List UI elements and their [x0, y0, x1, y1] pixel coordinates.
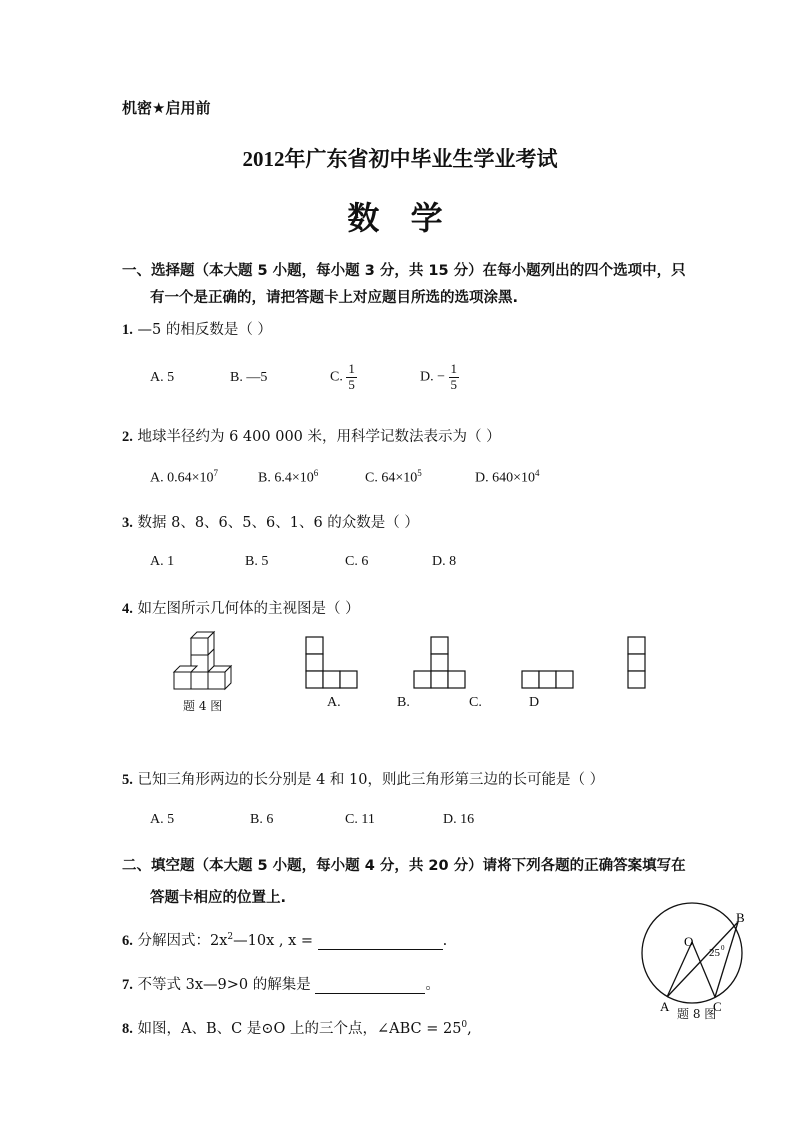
question-text: 分解因式：2x [132, 933, 228, 949]
question-5 [122, 768, 604, 789]
exponent: 5 [417, 468, 422, 478]
question-text: 已知三角形两边的长分别是 4 和 10，则此三角形第三边的长可能是（ ） [132, 772, 605, 788]
degree-mark: 0 [461, 1020, 468, 1031]
question-4 [122, 597, 360, 618]
q3-option-d: D. 8 [432, 554, 457, 569]
q8-figure-caption: 题 8 图 [677, 1007, 717, 1021]
question-3 [122, 511, 419, 532]
q1-option-c [330, 362, 357, 393]
q2-option-d [475, 468, 540, 487]
angle-degree-mark: 0 [721, 944, 725, 952]
q4-figure-caption: 题 4 图 [183, 699, 223, 713]
question-number: 1. [122, 322, 133, 338]
q3-option-c: C. 6 [345, 554, 369, 569]
q4-option-c: C. [469, 695, 482, 710]
numerator: 1 [348, 361, 355, 376]
question-6 [122, 929, 447, 950]
question-text-suffix: —10x , x = [233, 933, 314, 949]
segment-ao [667, 942, 692, 997]
question-number: 3. [122, 515, 133, 531]
segment-ab [667, 922, 738, 997]
exam-title: 2012年广东省初中毕业生学业考试 [242, 147, 558, 171]
q5-option-d: D. 16 [443, 812, 475, 827]
section2-heading-line1: 二、填空题（本大题 5 小题，每小题 4 分，共 20 分）请将下列各题的正确答案填写在 [122, 858, 686, 874]
denominator: 5 [450, 376, 458, 392]
q5-option-c: C. 11 [345, 812, 375, 827]
circle-o [642, 903, 742, 1003]
answer-blank[interactable] [315, 979, 425, 994]
question-number: 4. [122, 601, 133, 617]
question-text: 数据 8、8、6、5、6、1、6 的众数是（ ） [132, 515, 419, 531]
q4-view-a [305, 636, 360, 691]
cube-front-face [174, 672, 191, 689]
option-text: A. 0.64×10 [150, 470, 214, 486]
section1-heading-line1: 一、选择题（本大题 5 小题，每小题 3 分，共 15 分）在每小题列出的四个选项中，只 [122, 263, 686, 279]
q1-option-b: B. —5 [230, 370, 268, 385]
exponent: 4 [535, 468, 540, 478]
question-end: , [467, 1021, 472, 1037]
q5-option-a: A. 5 [150, 812, 175, 827]
q1-option-a: A. 5 [150, 370, 175, 385]
subject-title: 数 学 [347, 199, 453, 237]
cube-front-face [191, 638, 208, 655]
cube-front-face [208, 672, 225, 689]
q4-view-d [627, 636, 648, 691]
question-end: . [442, 933, 448, 949]
point-b-label: B [736, 910, 745, 925]
question-text: 不等式 3x—9>0 的解集是 [132, 977, 311, 993]
point-a-label: A [660, 999, 670, 1014]
option-text: C. 64×10 [365, 470, 418, 486]
option-prefix: C. [330, 369, 343, 385]
fraction [346, 362, 357, 393]
point-c-label: C [713, 999, 722, 1014]
q2-option-a [150, 468, 218, 487]
point-o-label: O [684, 934, 694, 949]
question-number: 6. [122, 933, 133, 949]
question-2 [122, 425, 501, 446]
q3-option-a: A. 1 [150, 554, 175, 569]
confidential-label: 机密★启用前 [122, 99, 211, 117]
q3-option-b: B. 5 [245, 554, 269, 569]
question-number: 2. [122, 429, 133, 445]
question-number: 8. [122, 1021, 133, 1037]
question-number: 5. [122, 772, 133, 788]
angle-label: 25 [709, 947, 720, 959]
question-8 [122, 1017, 472, 1038]
cube-front-face [191, 672, 208, 689]
option-text: B. 6.4×10 [258, 470, 314, 486]
question-7 [122, 973, 440, 994]
option-text: D. 640×10 [475, 470, 536, 486]
question-text: 如左图所示几何体的主视图是（ ） [132, 601, 360, 617]
question-1 [122, 318, 272, 339]
section2-heading-line2: 答题卡相应的位置上. [150, 890, 287, 906]
q4-option-a: A. [327, 695, 341, 710]
question-text: —5 的相反数是（ ） [132, 322, 272, 338]
q5-option-b: B. 6 [250, 812, 274, 827]
q4-view-b [413, 636, 468, 691]
question-number: 7. [122, 977, 133, 993]
numerator: 1 [450, 361, 458, 376]
denominator: 5 [348, 376, 355, 392]
question-text: 如图，A、B、C 是⊙O 上的三个点，∠ABC = 25 [132, 1021, 462, 1037]
q2-option-c [365, 468, 422, 487]
q2-option-b [258, 468, 318, 487]
option-prefix: D. − [420, 369, 446, 385]
question-end: 。 [425, 977, 440, 993]
q4-view-c [521, 670, 576, 691]
question-text: 地球半径约为 6 400 000 米，用科学记数法表示为（ ） [132, 429, 501, 445]
section1-heading-line2: 有一个是正确的，请把答题卡上对应题目所选的选项涂黑. [150, 290, 519, 306]
exponent: 2 [227, 932, 234, 943]
q4-option-d: D [529, 695, 540, 710]
fraction [449, 362, 460, 393]
exponent: 7 [213, 468, 219, 478]
q4-option-b: B. [397, 695, 410, 710]
q4-solid-figure [165, 630, 245, 695]
exponent: 6 [313, 468, 319, 478]
q1-option-d [420, 362, 459, 393]
answer-blank[interactable] [318, 935, 443, 950]
